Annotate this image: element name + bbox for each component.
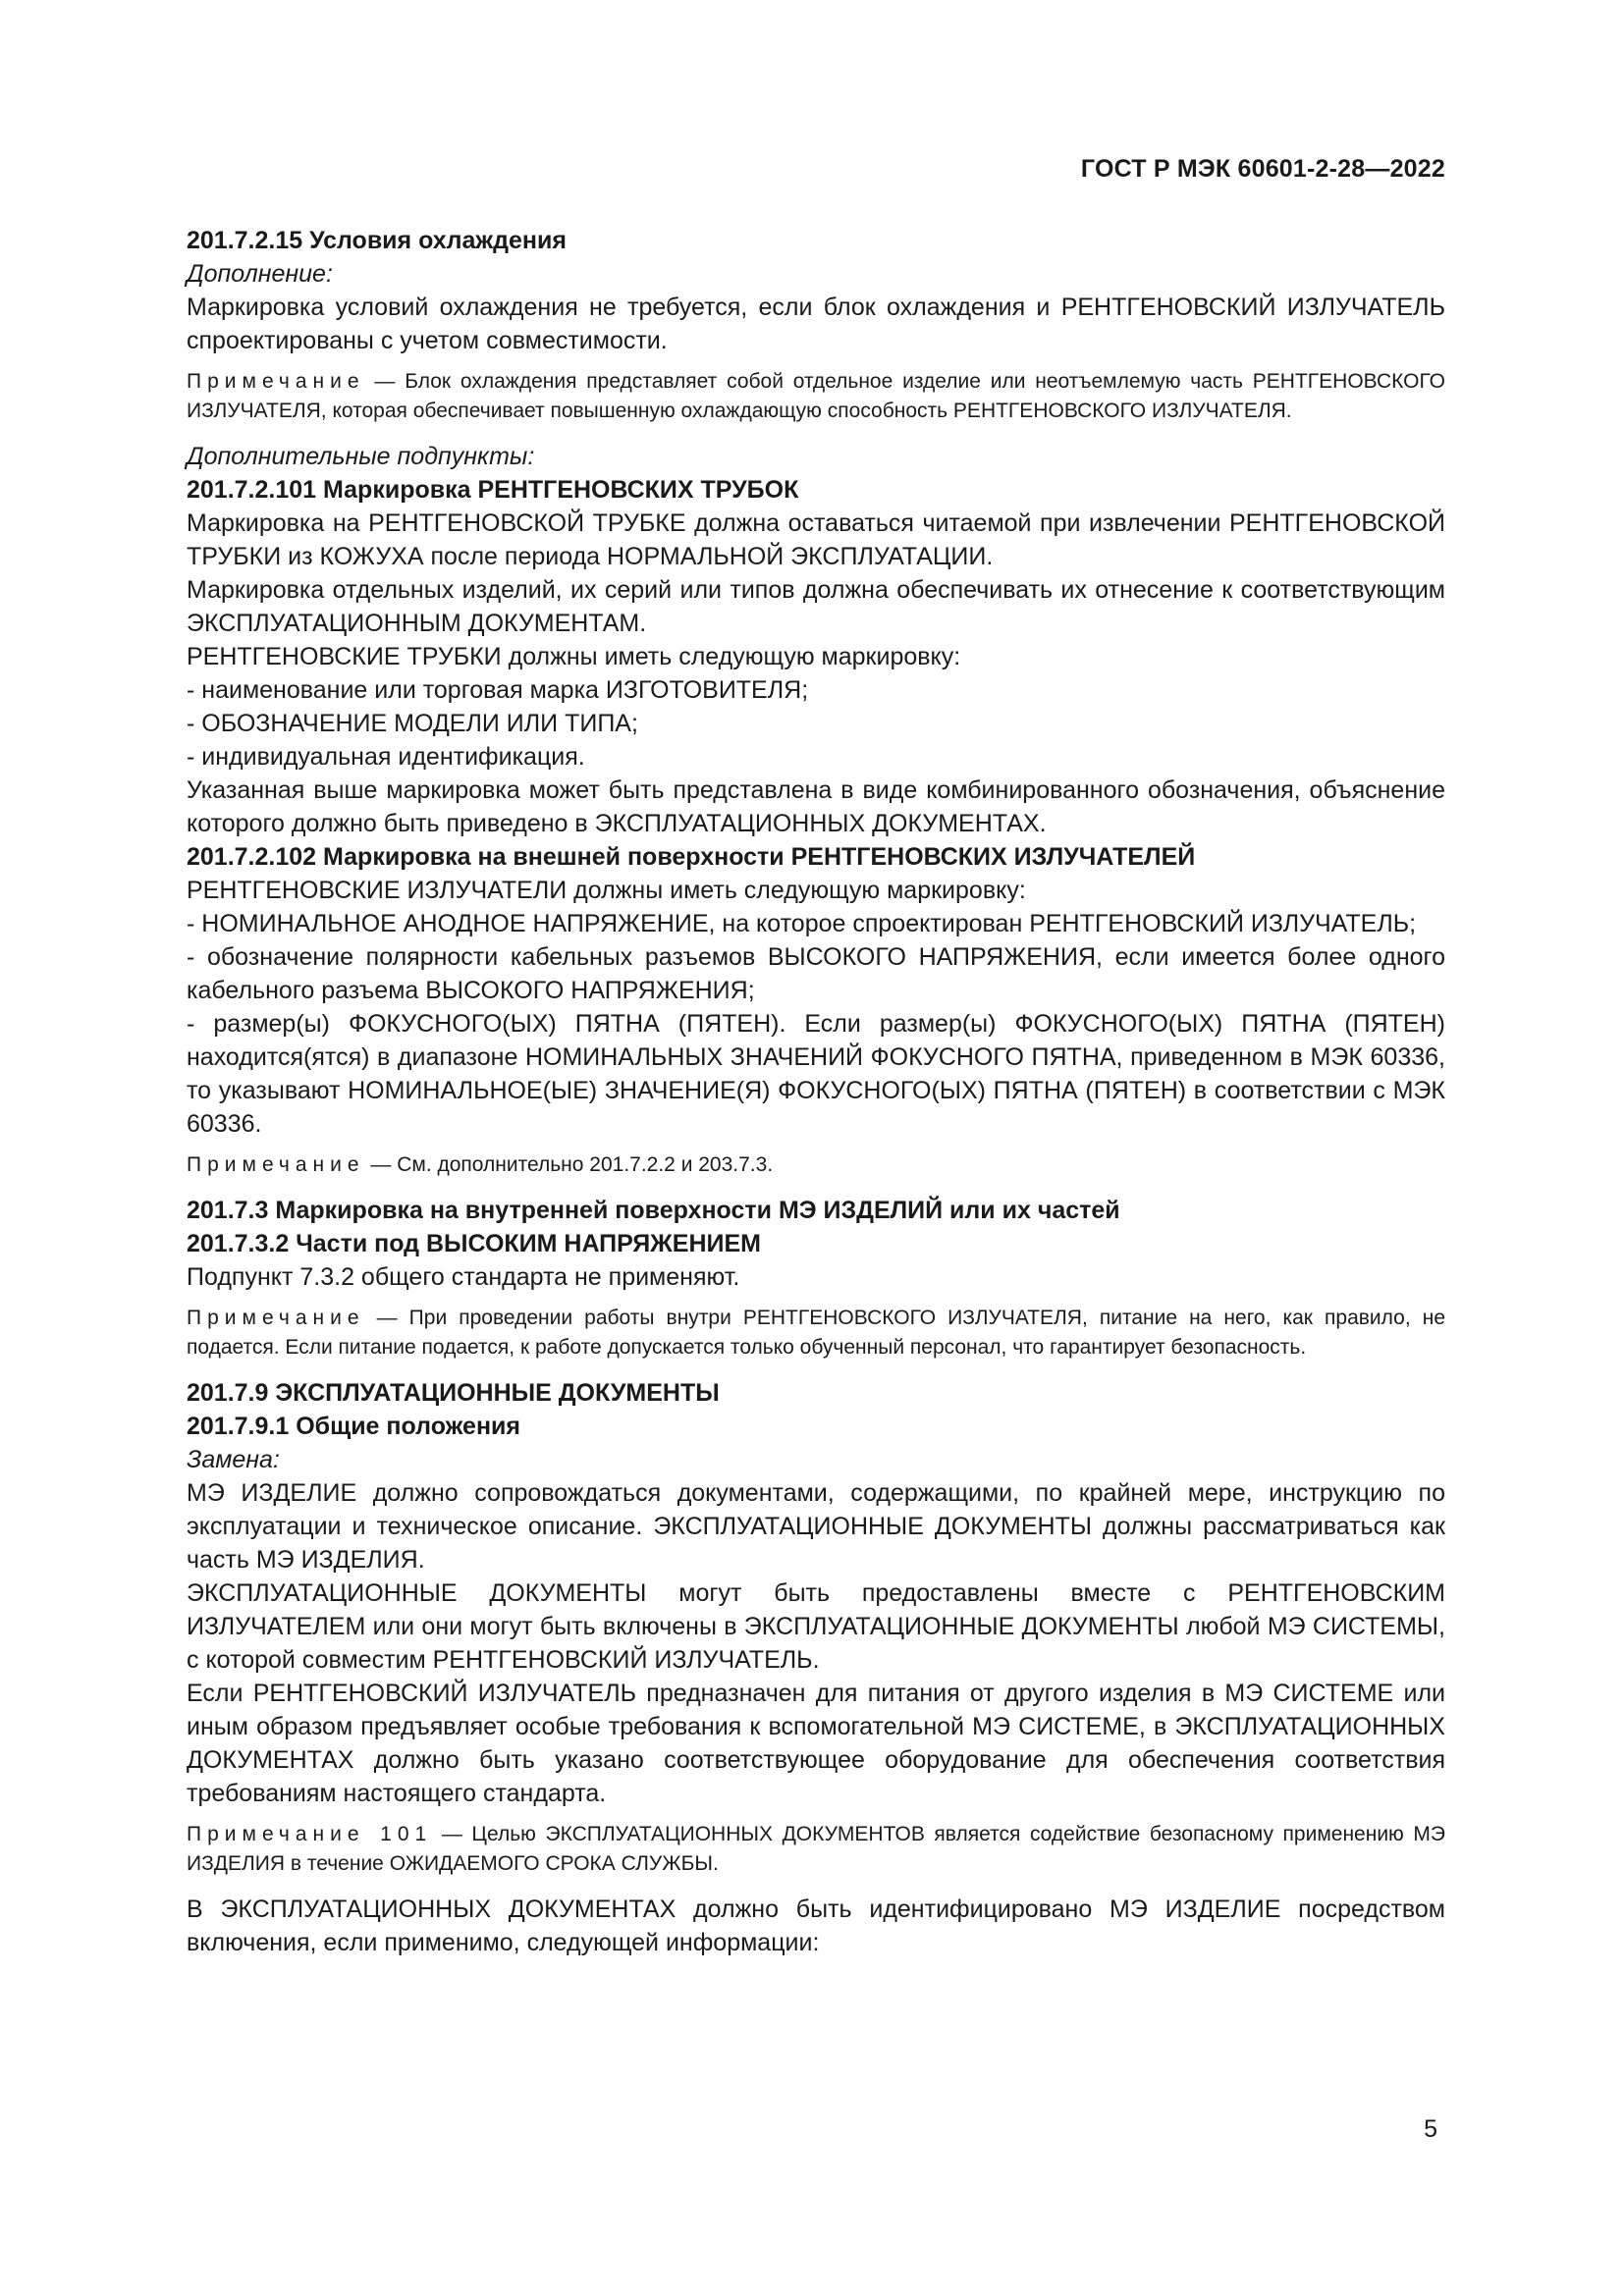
list-item: - НОМИНАЛЬНОЕ АНОДНОЕ НАПРЯЖЕНИЕ, на которое спроектирован РЕНТГЕНОВСКИЙ ИЗЛУЧАТЕЛЬ; [187,910,1417,937]
page-number: 5 [1424,2115,1437,2143]
section-heading: 201.7.2.102 Маркировка на внешней поверхности РЕНТГЕНОВСКИХ ИЗЛУЧАТЕЛЕЙ [187,843,1196,871]
amendment-label: Замена: [187,1446,280,1473]
amendment-label: Дополнение: [187,260,333,288]
paragraph: ЭКСПЛУАТАЦИОННЫЕ ДОКУМЕНТЫ могут быть предоставлены вместе с РЕНТГЕНОВСКИМ ИЗЛУЧАТЕЛЕМ или они могут быть включены в ЭКСПЛУАТАЦИОННЫЕ ДОКУМЕНТЫ любой МЭ СИСТЕМЫ, с которой совместим РЕНТГЕНОВСКИЙ ИЗЛУЧАТЕЛЬ. [187,1579,1445,1674]
paragraph: РЕНТГЕНОВСКИЕ ТРУБКИ должны иметь следующую маркировку: [187,643,961,670]
section-heading: 201.7.3 Маркировка на внутренней поверхности МЭ ИЗДЕЛИЙ или их частей [187,1197,1120,1224]
paragraph: РЕНТГЕНОВСКИЕ ИЗЛУЧАТЕЛИ должны иметь следующую маркировку: [187,877,1026,904]
note-text: — Целью ЭКСПЛУАТАЦИОННЫХ ДОКУМЕНТОВ является содействие безопасному применению МЭ ИЗДЕЛИЯ в течение ОЖИДАЕМОГО СРОКА СЛУЖБЫ. [187,1823,1445,1875]
amendment-label: Дополнительные подпункты: [187,443,535,470]
paragraph: В ЭКСПЛУАТАЦИОННЫХ ДОКУМЕНТАХ должно быть идентифицировано МЭ ИЗДЕЛИЕ посредством включения, если применимо, следующей информации: [187,1896,1445,1956]
note-text: — При проведении работы внутри РЕНТГЕНОВСКОГО ИЗЛУЧАТЕЛЯ, питание на него, как правило, не подается. Если питание подается, к работе допускается только обученный персонал, что гарантирует безопасность. [187,1307,1445,1359]
paragraph: Маркировка на РЕНТГЕНОВСКОЙ ТРУБКЕ должна оставаться читаемой при извлечении РЕНТГЕНОВСКОЙ ТРУБКИ из КОЖУХА после периода НОРМАЛЬНОЙ ЭКСПЛУАТАЦИИ. [187,509,1445,570]
note-label: Примечание [187,1153,365,1176]
note-label: Примечание [187,1307,365,1329]
note-text: — См. дополнительно 201.7.2.2 и 203.7.3. [364,1153,774,1176]
paragraph: Если РЕНТГЕНОВСКИЙ ИЗЛУЧАТЕЛЬ предназначен для питания от другого изделия в МЭ СИСТЕМЕ или иным образом предъявляет особые требования к вспомогательной МЭ СИСТЕМЕ, в ЭКСПЛУАТАЦИОННЫХ ДОКУМЕНТАХ должно быть указано соответствующее оборудование для обеспечения соответствия требованиям настоящего стандарта. [187,1680,1445,1807]
section-heading: 201.7.2.15 Условия охлаждения [187,227,567,254]
paragraph: МЭ ИЗДЕЛИЕ должно сопровождаться документами, содержащими, по крайней мере, инструкцию по эксплуатации и техническое описание. ЭКСПЛУАТАЦИОННЫЕ ДОКУМЕНТЫ должны рассматриваться как часть МЭ ИЗДЕЛИЯ. [187,1479,1445,1574]
list-item: - размер(ы) ФОКУСНОГО(ЫХ) ПЯТНА (ПЯТЕН). Если размер(ы) ФОКУСНОГО(ЫХ) ПЯТНА (ПЯТЕН) находится(ятся) в диапазоне НОМИНАЛЬНЫХ ЗНАЧЕНИЙ ФОКУСНОГО ПЯТНА, приведенном в МЭК 60336, то указывают НОМИНАЛЬНОЕ(ЫЕ) ЗНАЧЕНИЕ(Я) ФОКУСНОГО(ЫХ) ПЯТНА (ПЯТЕН) в соответствии с МЭК 60336. [187,1010,1445,1138]
note [187,367,1445,426]
note-label: Примечание 101 [187,1823,433,1845]
note-text: — Блок охлаждения представляет собой отдельное изделие или неотъемлемую часть РЕНТГЕНОВСКОГО ИЗЛУЧАТЕЛЯ, которая обеспечивает повышенную охлаждающую способность РЕНТГЕНОВСКОГО ИЗЛУЧАТЕЛЯ. [187,370,1445,422]
list-item: - наименование или торговая марка ИЗГОТОВИТЕЛЯ; [187,676,809,704]
list-item: - индивидуальная идентификация. [187,743,585,771]
note [187,1304,1445,1362]
document-code: ГОСТ Р МЭК 60601-2-28—2022 [1080,155,1445,183]
subsection-heading: 201.7.9.1 Общие положения [187,1413,521,1440]
page-body [187,224,1445,1959]
paragraph: Указанная выше маркировка может быть представлена в виде комбинированного обозначения, объяснение которого должно быть приведено в ЭКСПЛУАТАЦИОННЫХ ДОКУМЕНТАХ. [187,776,1445,837]
subsection-heading: 201.7.3.2 Части под ВЫСОКИМ НАПРЯЖЕНИЕМ [187,1230,761,1257]
note-label: Примечание [187,370,365,393]
paragraph: Маркировка условий охлаждения не требуется, если блок охлаждения и РЕНТГЕНОВСКИЙ ИЗЛУЧАТЕЛЬ спроектированы с учетом совместимости. [187,294,1445,354]
list-item: - обозначение полярности кабельных разъемов ВЫСОКОГО НАПРЯЖЕНИЯ, если имеется более одного кабельного разъема ВЫСОКОГО НАПРЯЖЕНИЯ; [187,943,1445,1004]
paragraph: Маркировка отдельных изделий, их серий или типов должна обеспечивать их отнесение к соответствующим ЭКСПЛУАТАЦИОННЫМ ДОКУМЕНТАМ. [187,576,1445,637]
note [187,1150,1445,1180]
list-item: - ОБОЗНАЧЕНИЕ МОДЕЛИ ИЛИ ТИПА; [187,710,638,737]
paragraph: Подпункт 7.3.2 общего стандарта не применяют. [187,1263,740,1291]
section-heading: 201.7.9 ЭКСПЛУАТАЦИОННЫЕ ДОКУМЕНТЫ [187,1379,720,1407]
section-heading: 201.7.2.101 Маркировка РЕНТГЕНОВСКИХ ТРУБОК [187,476,799,504]
note [187,1820,1445,1879]
